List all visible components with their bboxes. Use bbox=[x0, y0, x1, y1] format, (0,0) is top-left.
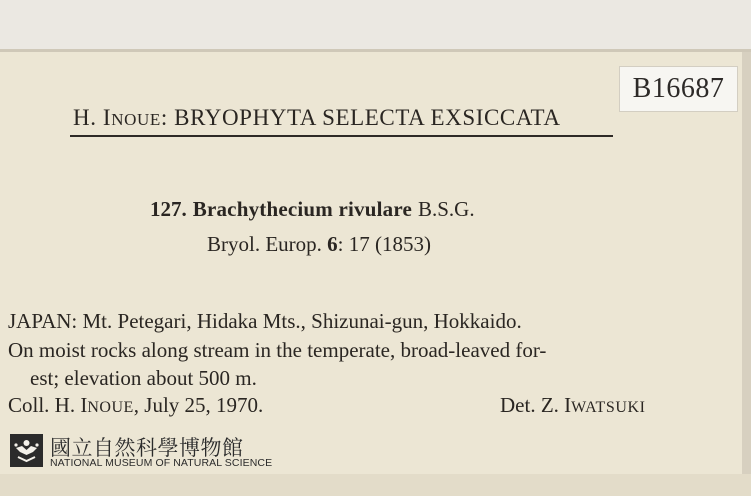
determiner-name-cap: I bbox=[564, 393, 572, 417]
species-number: 127. bbox=[150, 197, 187, 221]
series-title bbox=[73, 105, 613, 131]
series-title-initial: H. bbox=[73, 105, 103, 130]
habitat-line-2: est; elevation about 500 m. bbox=[30, 366, 257, 390]
habitat-line-1: On moist rocks along stream in the temperate, broad-leaved for- bbox=[8, 338, 547, 362]
series-title-name-cap: I bbox=[102, 105, 112, 130]
locality-line: JAPAN: Mt. Petegari, Hidaka Mts., Shizunai-gun, Hokkaido. bbox=[8, 309, 522, 333]
museum-name-english: NATIONAL MUSEUM OF NATURAL SCIENCE bbox=[50, 457, 273, 469]
collection-date: , July 25, 1970. bbox=[133, 393, 264, 417]
species-name: Brachythecium rivulare bbox=[192, 197, 412, 221]
museum-logo-icon bbox=[10, 434, 43, 467]
collector-name-cap: I bbox=[80, 393, 88, 417]
species-line bbox=[150, 197, 475, 222]
species-author: B.S.G. bbox=[417, 197, 475, 221]
citation-line bbox=[207, 232, 431, 257]
museum-watermark bbox=[10, 434, 280, 470]
citation-suffix: : 17 (1853) bbox=[337, 232, 431, 256]
museum-name-chinese: 國立自然科學博物館 bbox=[50, 436, 244, 460]
header-rule bbox=[70, 135, 613, 137]
label-bottom-edge bbox=[0, 474, 751, 496]
series-title-name-rest: NOUE bbox=[111, 110, 161, 129]
collector-name-rest: NOUE bbox=[87, 399, 134, 416]
determiner-line bbox=[500, 393, 646, 418]
label-right-edge bbox=[742, 52, 751, 496]
background-paper-top bbox=[0, 0, 751, 52]
collector-line bbox=[8, 393, 263, 418]
series-title-text: : BRYOPHYTA SELECTA EXSICCATA bbox=[160, 105, 561, 130]
collector-prefix: Coll. H. bbox=[8, 393, 81, 417]
determiner-prefix: Det. Z. bbox=[500, 393, 565, 417]
specimen-number-stamp bbox=[619, 66, 738, 112]
citation-prefix: Bryol. Europ. bbox=[207, 232, 328, 256]
specimen-number: B16687 bbox=[632, 73, 725, 104]
determiner-name-rest: WATSUKI bbox=[571, 399, 646, 416]
citation-volume: 6 bbox=[327, 232, 338, 256]
